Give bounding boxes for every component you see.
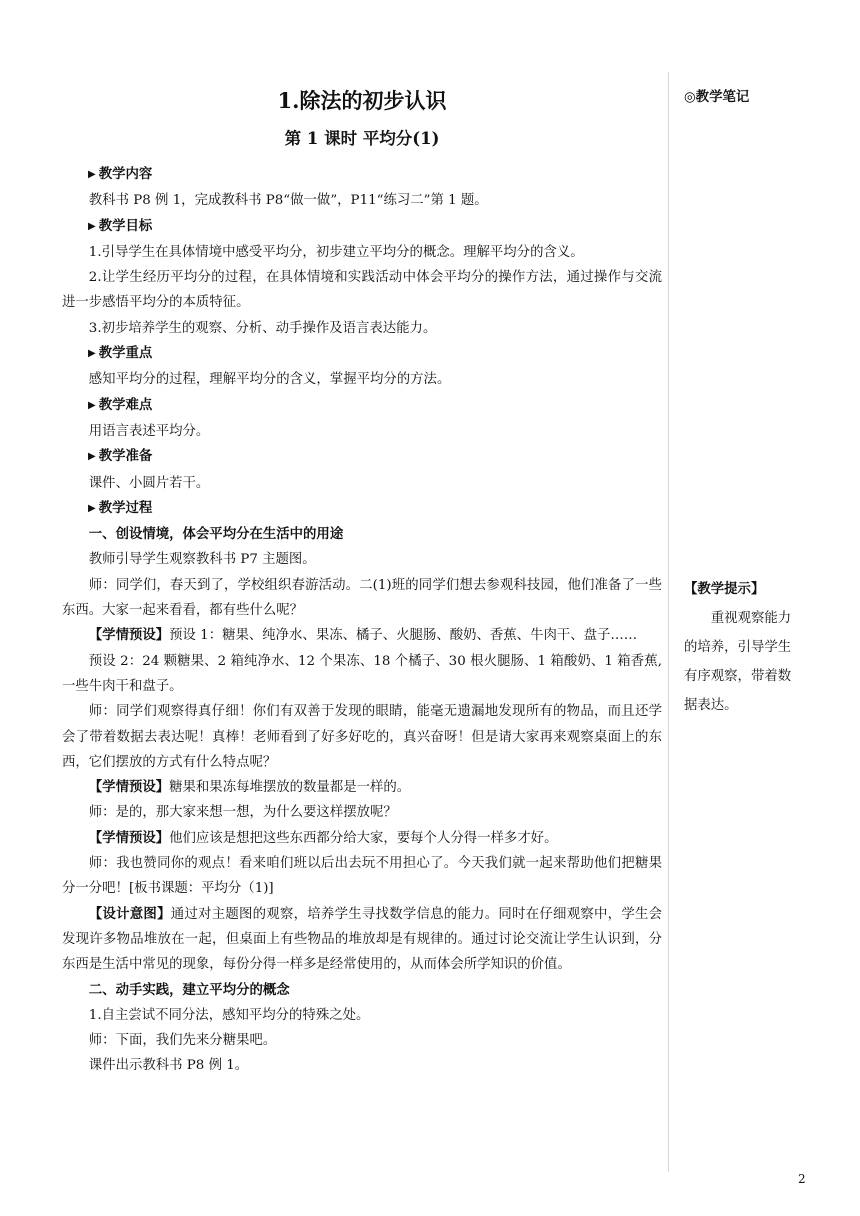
teaching-tip-body: 重视观察能力的培养，引导学生有序观察，带着数据表达。: [684, 611, 792, 713]
lesson-title: 1.除法的初步认识: [277, 88, 447, 113]
preset-text: 他们应该是想把这些东西都分给大家，要每个人分得一样多才好。: [169, 830, 558, 846]
paragraph: 师：同学们观察得真仔细！你们有双善于发现的眼睛，能毫无遗漏地发现所有的物品，而且还学会了带着数据去表达呢！真棒！老师看到了好多好吃的，真兴奋呀！但是请大家再来观察桌面上的东西，它们摆放的方式有什么特点呢？: [62, 704, 662, 770]
paragraph: 1.自主尝试不同分法，感知平均分的特殊之处。: [88, 1007, 370, 1023]
paragraph: [62, 775, 662, 800]
teaching-tip-title: 【教学提示】: [684, 581, 765, 597]
preset-label: 【学情预设】: [88, 779, 170, 796]
content-text: 教科书 P8 例 1，完成教科书 P8“做一做”，P11“练习二”第 1 题。: [88, 193, 488, 209]
column-divider: [668, 72, 669, 1172]
preset-text: 糖果和果冻每堆摆放的数量都是一样的。: [169, 780, 411, 796]
heading-difficulties: ▶ 教学难点: [62, 393, 662, 419]
heading-content: ▶ 教学内容: [62, 162, 662, 188]
teaching-tip: [684, 575, 804, 720]
page-number: 2: [798, 1172, 806, 1186]
heading-key-points: ▶ 教学重点: [62, 341, 662, 367]
preparation-text: 课件、小圆片若干。: [88, 475, 210, 491]
process-part-2-heading: 二、动手实践，建立平均分的概念: [88, 981, 290, 998]
paragraph: 教师引导学生观察教科书 P7 主题图。: [88, 552, 316, 568]
design-intent-text: 通过对主题图的观察，培养学生寻找数学信息的能力。同时在仔细观察中，学生会发现许多物品堆放在一起，但桌面上有些物品的堆放却是有规律的。通过讨论交流让学生认识到，分东西是生活中常见的现象，每份分得一样多是经常使用的，从而体会所学知识的价值。: [62, 906, 663, 973]
paragraph: 师：同学们，春天到了，学校组织春游活动。二(1)班的同学们想去参观科技园，他们准备了一些东西。大家一起来看看，都有些什么呢？: [62, 577, 662, 619]
goal-3: 3.初步培养学生的观察、分析、动手操作及语言表达能力。: [88, 320, 437, 336]
heading-preparation: ▶ 教学准备: [62, 444, 662, 470]
lesson-subtitle: 第 1 课时 平均分(1): [284, 129, 440, 148]
main-column: [62, 86, 662, 1079]
paragraph: 课件出示教科书 P8 例 1。: [88, 1058, 249, 1074]
key-points-text: 感知平均分的过程，理解平均分的含义，掌握平均分的方法。: [88, 372, 451, 388]
design-intent-label: 【设计意图】: [88, 905, 171, 922]
paragraph: 师：下面，我们先来分糖果吧。: [88, 1033, 277, 1049]
heading-goals: ▶ 教学目标: [62, 214, 662, 240]
paragraph: 师：我也赞同你的观点！看来咱们班以后出去玩不用担心了。今天我们就一起来帮助他们把糖果分一分吧！[板书课题：平均分（1)]: [62, 856, 662, 897]
paragraph: [62, 623, 662, 648]
preset-text: 预设 1：糖果、纯净水、果冻、橘子、火腿肠、酸奶、香蕉、牛肉干、盘子……: [169, 628, 638, 644]
paragraph: 预设 2：24 颗糖果、2 箱纯净水、12 个果冻、18 个橘子、30 根火腿肠、1 箱酸奶、1 箱香蕉,一些牛肉干和盘子。: [62, 653, 662, 694]
difficulties-text: 用语言表述平均分。: [88, 423, 210, 439]
process-part-1-heading: 一、创设情境，体会平均分在生活中的用途: [88, 526, 344, 543]
paragraph: [62, 902, 662, 978]
goal-1: 1.引导学生在具体情境中感受平均分，初步建立平均分的概念。理解平均分的含义。: [88, 244, 584, 260]
teaching-notes-title: ◎教学笔记: [684, 89, 750, 105]
paragraph: 师：是的，那大家来想一想，为什么要这样摆放呢？: [88, 805, 397, 821]
paragraph: [62, 826, 662, 851]
goal-2: 2.让学生经历平均分的过程，在具体情境和实践活动中体会平均分的操作方法，通过操作与交流进一步感悟平均分的本质特征。: [62, 270, 662, 311]
heading-process: ▶ 教学过程: [62, 496, 662, 522]
preset-label: 【学情预设】: [88, 829, 170, 846]
preset-label: 【学情预设】: [88, 627, 170, 644]
